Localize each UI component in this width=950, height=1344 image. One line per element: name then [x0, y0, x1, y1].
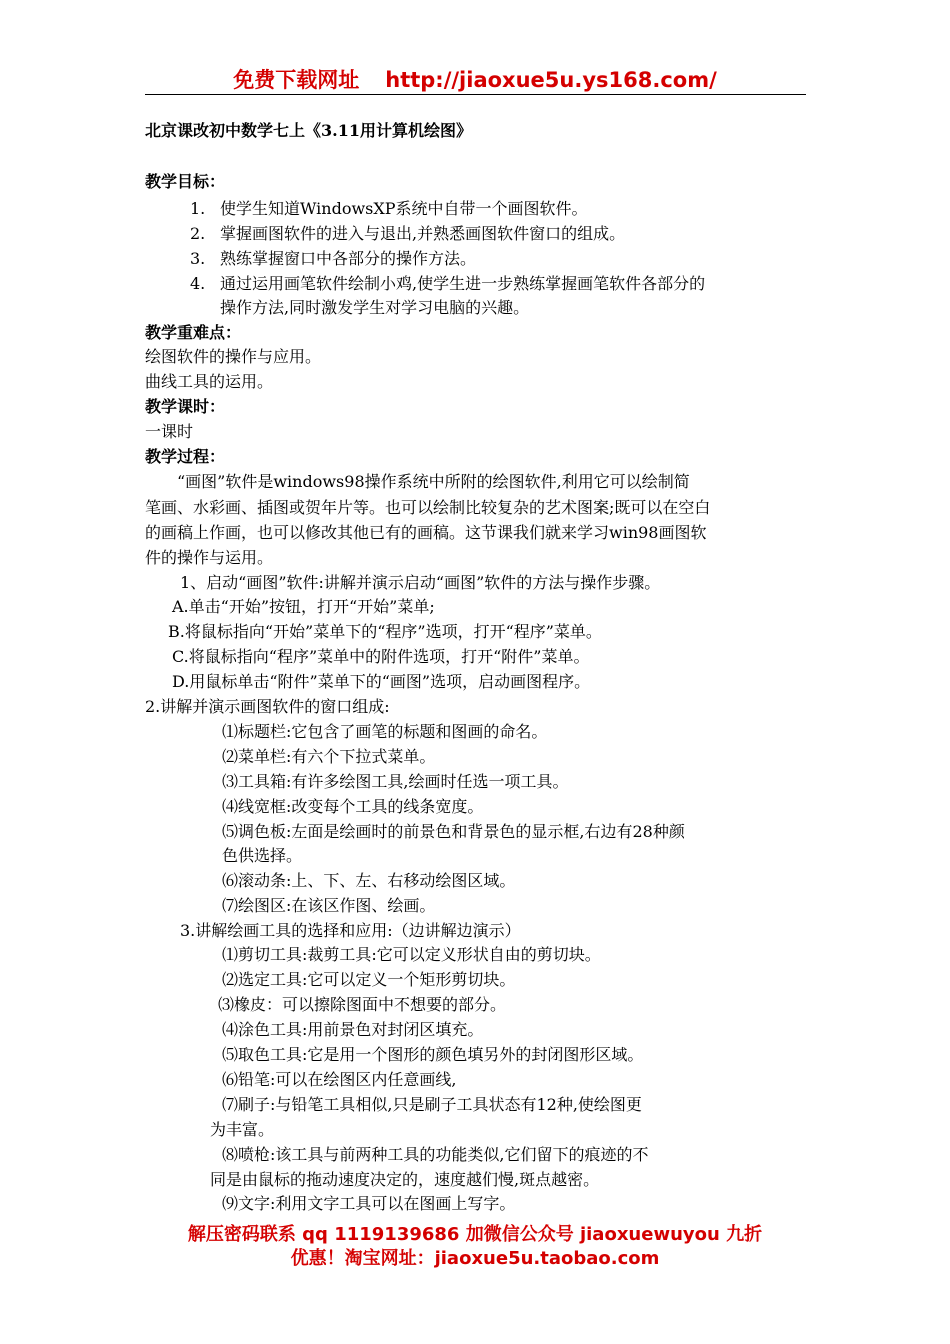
footer-line-1: 解压密码联系 qq 1119139686 加微信公众号 jiaoxuewuyou 九折	[187, 1224, 763, 1245]
goal-item: 2. 掌握画图软件的进入与退出,并熟悉画图软件窗口的组成。	[190, 224, 626, 243]
step2-item: ⑹滚动条:上、下、左、右移动绘图区域。	[222, 871, 516, 890]
step2-item: ⑶工具箱:有许多绘图工具,绘画时任选一项工具。	[222, 772, 569, 791]
step2-item: ⑷线宽框:改变每个工具的线条宽度。	[222, 797, 484, 816]
step1-item: D.用鼠标单击“附件”菜单下的“画图”选项，启动画图程序。	[172, 672, 591, 691]
step2-item: ⑸调色板:左面是绘画时的前景色和背景色的显示框,右边有28种颜	[222, 822, 685, 841]
step3-item: ⑹铅笔:可以在绘图区内任意画线,	[222, 1070, 457, 1089]
step3-item: ⑴剪切工具:裁剪工具:它可以定义形状自由的剪切块。	[222, 945, 601, 964]
step3-item: ⑼文字:利用文字工具可以在图画上写字。	[222, 1194, 516, 1213]
step1-item: A.单击“开始”按钮，打开“开始”菜单;	[172, 597, 435, 616]
header-url[interactable]: http://jiaoxue5u.ys168.com/	[385, 68, 717, 92]
goal-item-continuation: 操作方法,同时激发学生对学习电脑的兴趣。	[220, 298, 530, 317]
download-header	[145, 64, 805, 94]
goal-item: 3. 熟练掌握窗口中各部分的操作方法。	[190, 249, 477, 268]
footer-line-2[interactable]: 优惠！淘宝网址：jiaoxue5u.taobao.com	[290, 1248, 660, 1269]
step3-item: ⑶橡皮：可以擦除图面中不想要的部分。	[218, 995, 507, 1014]
step2-item-continuation: 色供选择。	[222, 846, 303, 865]
step3-heading: 3.讲解绘画工具的选择和应用:（边讲解边演示）	[180, 921, 521, 940]
step2-item: ⑴标题栏:它包含了画笔的标题和图画的命名。	[222, 722, 548, 741]
step3-item: ⑺刷子:与铅笔工具相似,只是刷子工具状态有12种,使绘图更	[222, 1095, 642, 1114]
keypoint-line: 绘图软件的操作与应用。	[145, 347, 322, 366]
process-heading: 教学过程：	[145, 447, 226, 466]
keypoints-heading: 教学重难点：	[145, 323, 242, 342]
step3-item: ⑵选定工具:它可以定义一个矩形剪切块。	[222, 970, 516, 989]
step3-item: ⑻喷枪:该工具与前两种工具的功能类似,它们留下的痕迹的不	[222, 1145, 649, 1164]
step2-heading: 2.讲解并演示画图软件的窗口组成:	[145, 697, 390, 716]
step3-item: ⑸取色工具:它是用一个图形的颜色填另外的封闭图形区域。	[222, 1045, 644, 1064]
header-divider	[145, 94, 806, 95]
hours-heading: 教学课时：	[145, 397, 226, 416]
keypoint-line: 曲线工具的运用。	[145, 372, 274, 391]
step3-item-continuation: 同是由鼠标的拖动速度决定的，速度越们慢,斑点越密。	[210, 1170, 600, 1189]
header-label: 免费下载网址	[233, 68, 360, 92]
step1-heading: 1、启动“画图”软件:讲解并演示启动“画图”软件的方法与操作步骤。	[180, 573, 661, 592]
step3-item: ⑷涂色工具:用前景色对封闭区填充。	[222, 1020, 484, 1039]
step1-item: C.将鼠标指向“程序”菜单中的附件选项，打开“附件”菜单。	[172, 647, 590, 666]
step2-item: ⑵菜单栏:有六个下拉式菜单。	[222, 747, 436, 766]
goal-item: 4. 通过运用画笔软件绘制小鸡,使学生进一步熟练掌握画笔软件各部分的	[190, 274, 706, 293]
process-intro-line: 件的操作与运用。	[145, 548, 274, 567]
goal-item: 1. 使学生知道WindowsXP系统中自带一个画图软件。	[190, 199, 588, 218]
step1-item: B.将鼠标指向“开始”菜单下的“程序”选项，打开“程序”菜单。	[168, 622, 602, 641]
step2-item: ⑺绘图区:在该区作图、绘画。	[222, 896, 436, 915]
process-intro-line: 的画稿上作画，也可以修改其他已有的画稿。这节课我们就来学习win98画图软	[145, 523, 707, 542]
process-intro-line: “画图”软件是windows98操作系统中所附的绘图软件,利用它可以绘制简	[177, 472, 690, 491]
hours-value: 一课时	[145, 422, 194, 441]
process-intro-line: 笔画、水彩画、插图或贺年片等。也可以绘制比较复杂的艺术图案;既可以在空白	[145, 498, 711, 517]
goals-heading: 教学目标：	[145, 172, 226, 191]
document-title: 北京课改初中数学七上《3.11用计算机绘图》	[145, 121, 472, 140]
step3-item-continuation: 为丰富。	[210, 1120, 275, 1139]
